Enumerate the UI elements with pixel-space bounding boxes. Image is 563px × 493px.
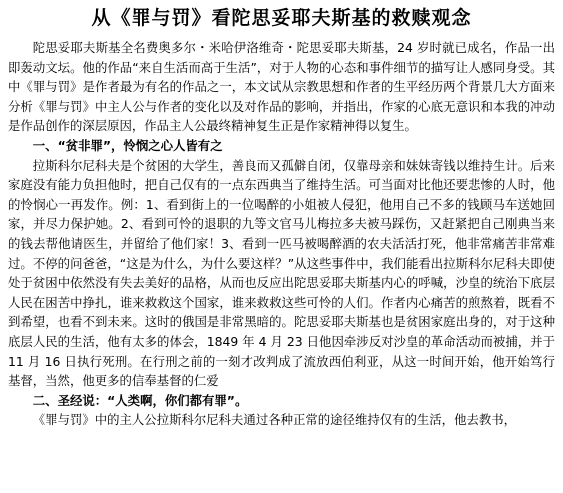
document-title: 从《罪与罚》看陀思妥耶夫斯基的救赎观念 bbox=[91, 7, 472, 29]
document-body bbox=[8, 38, 555, 430]
intro-paragraph: 陀思妥耶夫斯基全名费奥多尔・米哈伊洛维奇・陀思妥耶夫斯基，24 岁时就已成名，作品一出即轰动文坛。他的作品“来自生活而高于生活”，对于人物的心态和事件细节的描写让人感同身受。其中《罪与罚》是作者最为有名的作品之一，本文试从宗教思想和作者的生平经历两个背景几大方面来分析《罪与罚》中主人公与作者的变化以及对作品的影响，并指出，作家的心底无意识和本我的冲动是作品创作的深层原因，作品主人公最终精神复生正是作家精神得以复生。 bbox=[8, 40, 555, 134]
section-2-paragraph: 《罪与罚》中的主人公拉斯科尔尼科夫通过各种正常的途径维持仅有的生活，他去教书， bbox=[32, 412, 517, 428]
section-1-paragraph: 拉斯科尔尼科夫是个贫困的大学生，善良而又孤僻自闭，仅靠母亲和妹妹寄钱以维持生计。后来家庭没有能力负担他时，把自己仅有的一点东西典当了维持生活。可当面对比他还要悲惨的人时，他的怜悯心一再发作。例：1、看到街上的一位喝醉的小姐被人侵犯，他用自己不多的钱顾马车送她回家，并尽力保护她。2、看到可怜的退职的九等文官马儿梅拉多夫被马踩伤，又赶紧把自己刚典当来的钱去帮他请医生，并留给了他们家！3、看到一匹马被喝醉酒的农夫活活打死，他非常痛苦非常难过。不停的问爸爸，“这是为什么，为什么要这样？”从这些事件中，我们能看出拉斯科尔尼科夫即使处于贫困中依然没有失去美好的品格，从而也反应出陀思妥耶夫斯基内心的呼喊，沙皇的统治下底层人民在困苦中挣扎，谁来救救这个国家，谁来救救这些可怜的人们。作者内心痛苦的煎熬着，既看不到希望，也看不到未来。这时的俄国是非常黑暗的。陀思妥耶夫斯基也是贫困家庭出身的，对于这种底层人民的生活，他有太多的体会，1849 年 4 月 23 日他因牵涉反对沙皇的革命活动而被捕，并于 11 月 16 日执行死刑。在行刑之前的一刻才改判成了流放西伯利亚，从这一时间开始，他开始笃行基督，当然，他更多的信奉基督的仁爱 bbox=[8, 157, 555, 389]
section-heading-1: 一、“贫非罪”，怜悯之心人皆有之 bbox=[32, 137, 223, 153]
section-heading-2: 二、圣经说：“人类啊，你们都有罪”。 bbox=[32, 392, 248, 408]
